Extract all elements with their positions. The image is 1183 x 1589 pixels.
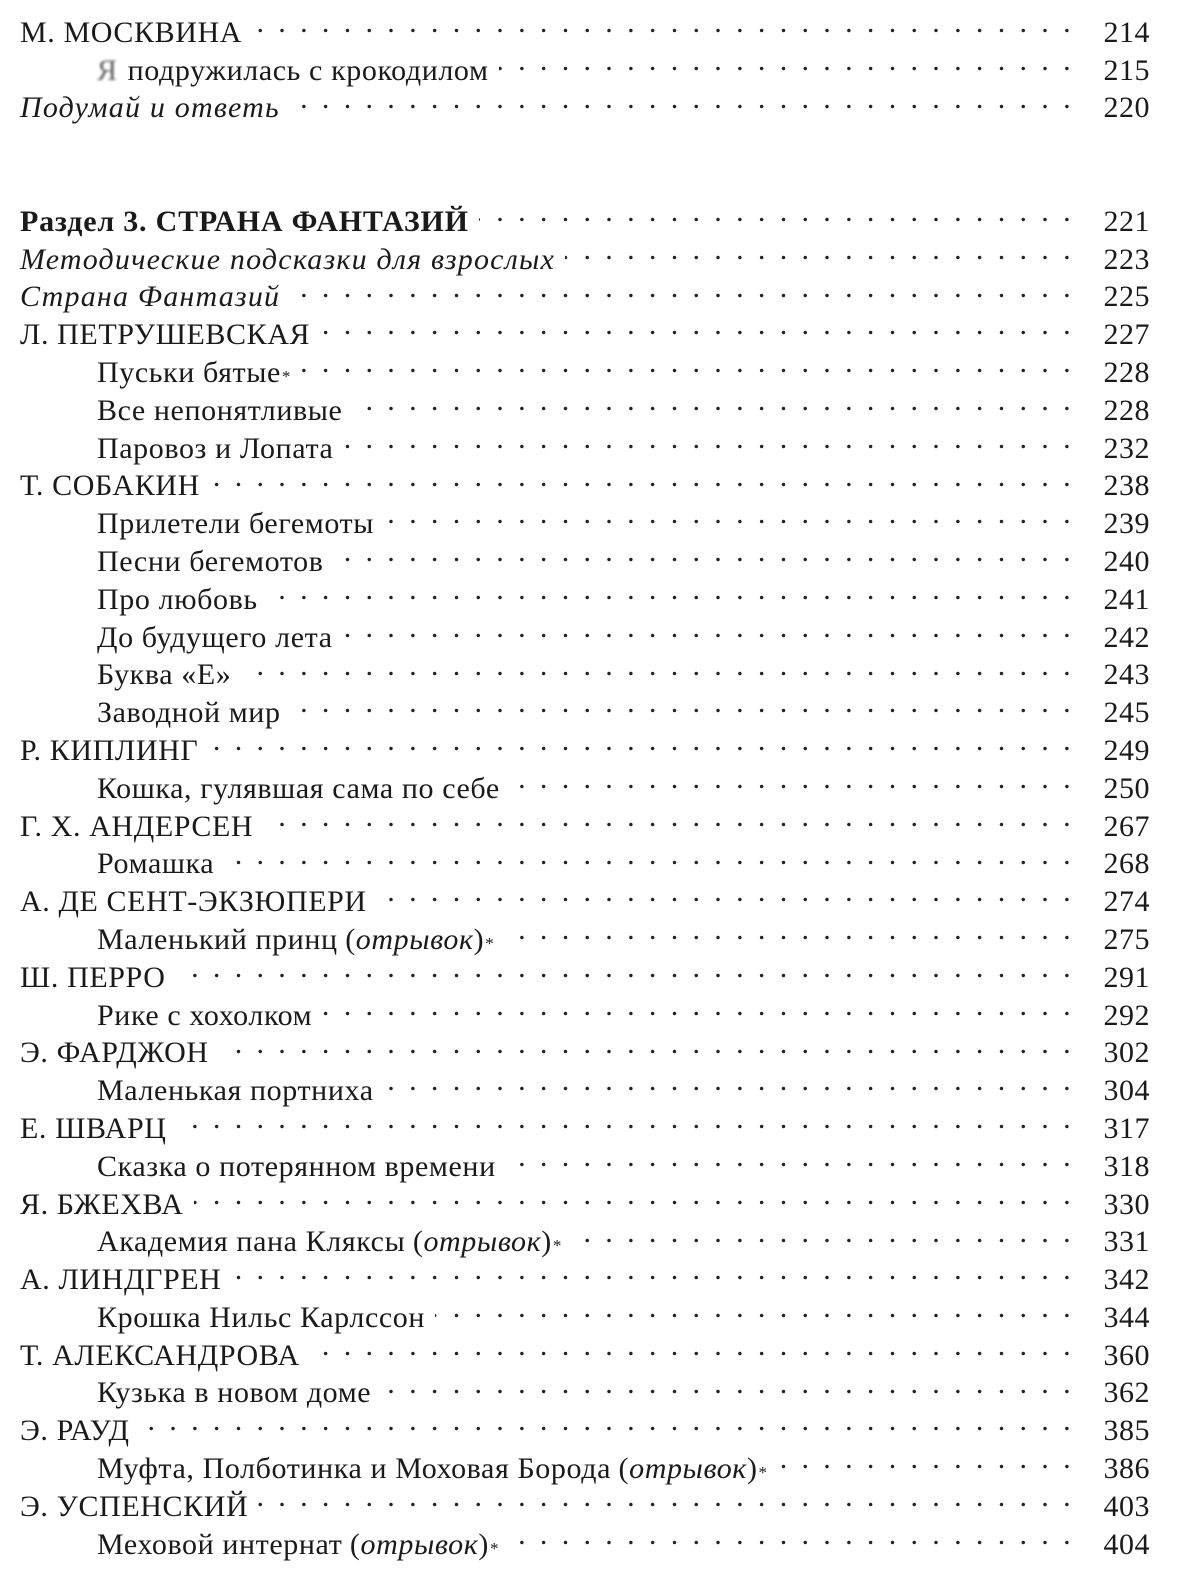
dot-leader (140, 1402, 1074, 1440)
dot-leader (322, 987, 1074, 1025)
work-title: Песни бегемотов (97, 544, 324, 578)
dot-leader (499, 42, 1074, 80)
work-title: Буква «Е» (97, 658, 232, 692)
page-number: 360 (1103, 1338, 1150, 1372)
page-number: 386 (1103, 1452, 1150, 1486)
page-number: 268 (1103, 847, 1150, 881)
dot-leader (777, 1440, 1074, 1478)
work-title: Маленький принц (97, 922, 338, 956)
dot-leader (352, 382, 1074, 420)
toc-row-work[interactable] (20, 1138, 1150, 1183)
toc-row-section[interactable] (20, 193, 1150, 238)
dot-leader (208, 722, 1074, 760)
author-name: М. МОСКВИНА (20, 15, 243, 49)
page-number: 214 (1103, 15, 1150, 49)
section-gap (20, 117, 1150, 193)
page-number: 245 (1103, 696, 1150, 730)
dot-leader (290, 269, 1074, 307)
page-number: 274 (1103, 885, 1150, 919)
page-number: 223 (1103, 242, 1150, 276)
toc-row-work[interactable]: Муфта, Полботинка и Моховая Борода (отрывок) * . . . 386 (20, 1440, 1150, 1478)
page-number: 344 (1103, 1300, 1150, 1334)
dot-leader (384, 1062, 1074, 1100)
page-number: 239 (1103, 507, 1150, 541)
author-name: Е. ШВАРЦ (20, 1111, 167, 1145)
excerpt-label: (отрывок) (345, 922, 485, 956)
section-title: Раздел 3. СТРАНА ФАНТАЗИЙ (20, 204, 469, 238)
author-name: Э. ФАРДЖОН (20, 1036, 209, 1070)
author-name: Р. КИПЛИНГ (20, 733, 199, 767)
dot-leader (343, 420, 1074, 458)
work-title: Пуськи бятые (97, 355, 281, 389)
toc-entries (20, 231, 1150, 1561)
dot-leader (219, 1025, 1074, 1063)
page-number: 291 (1103, 960, 1150, 994)
page-number: 250 (1103, 771, 1150, 805)
work-title: До будущего лета (97, 620, 333, 654)
page-number: 317 (1103, 1111, 1150, 1145)
author-name: Т. АЛЕКСАНДРОВА (20, 1338, 300, 1372)
excerpt-label: (отрывок) (412, 1225, 552, 1259)
page-number: 331 (1103, 1225, 1150, 1259)
work-title: Меховой интернат (97, 1527, 343, 1561)
author-name: Я. БЖЕХВА (20, 1187, 184, 1221)
toc-row-work[interactable]: Меховой интернат (отрывок) * . . . 404 (20, 1516, 1150, 1554)
page-number: 225 (1103, 280, 1150, 314)
work-title: Заводной мир (97, 696, 281, 730)
author-name: Г. Х. АНДЕРСЕН (20, 809, 254, 843)
page-number: 342 (1103, 1263, 1150, 1297)
work-title: Академия пана Кляксы (97, 1225, 406, 1259)
dot-leader (508, 1516, 1074, 1554)
dot-leader (224, 836, 1074, 874)
page-number: 241 (1103, 582, 1150, 616)
page-number: 404 (1103, 1527, 1150, 1561)
page-number: 228 (1103, 355, 1150, 389)
dot-leader (258, 1478, 1074, 1516)
page-number: 385 (1103, 1414, 1150, 1448)
toc-row-work[interactable]: Пуськи бятые * . . . 228 (20, 344, 1150, 382)
author-name: Э. РАУД (20, 1414, 130, 1448)
work-title: Кошка, гулявшая сама по себе (97, 771, 500, 805)
table-of-contents (20, 4, 1150, 1561)
author-name: Э. УСПЕНСКИЙ (20, 1489, 249, 1523)
dot-leader (252, 4, 1074, 42)
dot-leader (435, 1289, 1074, 1327)
author-name: Ш. ПЕРРО (20, 960, 166, 994)
toc-row-author[interactable] (20, 4, 1150, 49)
toc-row-author[interactable] (20, 1100, 1150, 1145)
think-and-answer-title: Подумай и ответь (20, 91, 280, 125)
page-number: 238 (1103, 469, 1150, 503)
dot-leader (384, 495, 1074, 533)
dot-leader (177, 1100, 1074, 1138)
page-number: 362 (1103, 1376, 1150, 1410)
author-name: А. ДЕ СЕНТ-ЭКЗЮПЕРИ (20, 885, 367, 919)
dot-leader (194, 1176, 1074, 1214)
excerpt-label: (отрывок) (349, 1527, 489, 1561)
page-number: 232 (1103, 431, 1150, 465)
work-title: Крошка Нильс Карлссон (97, 1300, 426, 1334)
page-number: 242 (1103, 620, 1150, 654)
toc-row-author[interactable] (20, 949, 1150, 994)
italic-heading: Страна Фантазий (20, 280, 281, 314)
dot-leader (291, 684, 1074, 722)
excerpt-label: (отрывок) (618, 1452, 758, 1486)
work-title: подружилась с крокодилом (127, 53, 489, 87)
author-name: Т. СОБАКИН (20, 469, 200, 503)
dot-leader (510, 760, 1074, 798)
work-title: Муфта, Полботинка и Моховая Борода (97, 1452, 611, 1486)
page-number: 221 (1103, 204, 1150, 238)
work-title: Маленькая портниха (97, 1074, 374, 1108)
page-number: 240 (1103, 544, 1150, 578)
dot-leader (506, 1138, 1074, 1176)
work-title: Ромашка (97, 847, 215, 881)
dot-leader (263, 798, 1074, 836)
page-number: 403 (1103, 1489, 1150, 1523)
page-number: 220 (1103, 91, 1150, 125)
dot-leader (231, 1251, 1074, 1289)
work-title: Рике с хохолком (97, 998, 313, 1032)
page-number: 267 (1103, 809, 1150, 843)
page-number: 318 (1103, 1149, 1150, 1183)
work-title: Про любовь (97, 582, 258, 616)
dot-leader (241, 647, 1074, 685)
dot-leader (310, 1327, 1074, 1365)
toc-row-author[interactable] (20, 1402, 1150, 1448)
page-number: 249 (1103, 733, 1150, 767)
work-title: Кузька в новом доме (97, 1376, 372, 1410)
dot-leader (343, 609, 1074, 647)
dot-leader (175, 949, 1074, 987)
work-title: Паровоз и Лопата (97, 431, 334, 465)
toc-row-work[interactable]: Академия пана Кляксы (отрывок) * . . . 331 (20, 1214, 1150, 1252)
toc-row-work[interactable]: Маленький принц (отрывок) * . . . 275 (20, 911, 1150, 949)
dot-leader (479, 193, 1074, 231)
dot-leader (381, 1365, 1074, 1403)
page-number: 215 (1103, 53, 1150, 87)
toc-row-work[interactable] (20, 987, 1150, 1032)
page-number: 302 (1103, 1036, 1150, 1070)
dot-leader (300, 344, 1074, 382)
work-title: Все непонятливые (97, 393, 343, 427)
dot-leader (320, 306, 1074, 344)
page-number: 275 (1103, 922, 1150, 956)
dot-leader (504, 911, 1074, 949)
work-title: Сказка о потерянном времени (97, 1149, 496, 1183)
italic-heading: Методические подсказки для взрослых (20, 242, 556, 276)
dot-leader (571, 1214, 1074, 1252)
page-number: 330 (1103, 1187, 1150, 1221)
dot-leader (377, 873, 1074, 911)
author-name: А. ЛИНДГРЕН (20, 1263, 222, 1297)
page-number: 243 (1103, 658, 1150, 692)
dot-leader (210, 458, 1074, 496)
dot-leader (268, 571, 1074, 609)
author-name: Л. ПЕТРУШЕВСКАЯ (20, 318, 311, 352)
page-number: 227 (1103, 318, 1150, 352)
dot-leader (290, 80, 1074, 118)
page-number: 304 (1103, 1074, 1150, 1108)
obscured-text: Я (97, 53, 118, 87)
page-number: 292 (1103, 998, 1150, 1032)
dot-leader (334, 533, 1074, 571)
dot-leader (565, 231, 1074, 269)
work-title: Прилетели бегемоты (97, 507, 375, 541)
page-number: 228 (1103, 393, 1150, 427)
